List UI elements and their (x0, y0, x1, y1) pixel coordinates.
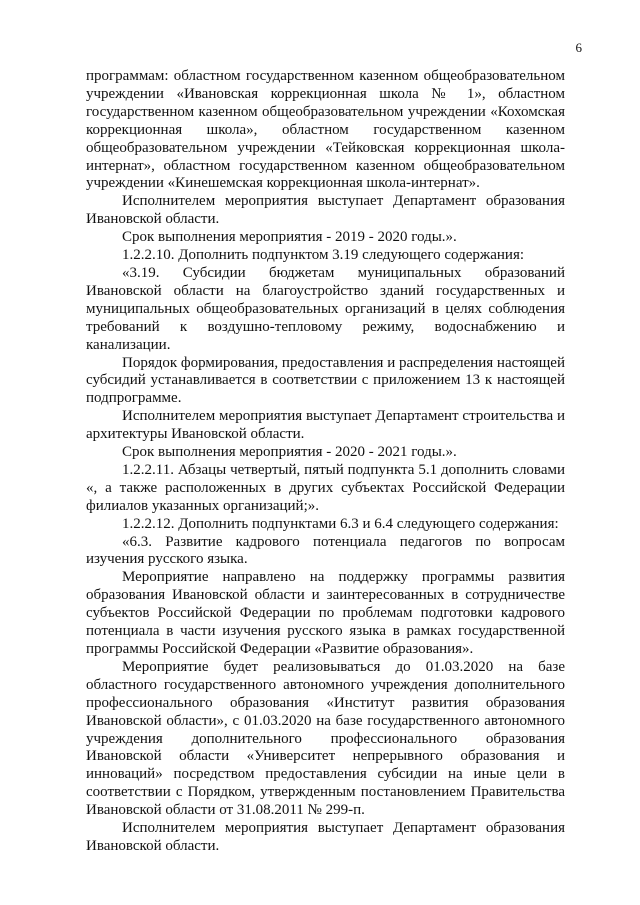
paragraph: Исполнителем мероприятия выступает Департамент строительства и архитектуры Ивановской области. (86, 408, 565, 443)
paragraph: Мероприятие будет реализовываться до 01.03.2020 на базе областного государственного автономного учреждения дополнительного профессионального образования «Институт развития образования Ивановской области», с 01.03.2020 на базе государственного автономного учреждения дополнительного профессионального образования Ивановской области «Университет непрерывного образования и инноваций» посредством предоставления субсидии на иные цели в соответствии с Порядком, утвержденным постановлением Правительства Ивановской области от 31.08.2011 № 299-п. (86, 658, 565, 819)
paragraph: «3.19. Субсидии бюджетам муниципальных образований Ивановской области на благоустройство зданий государственных и муниципальных общеобразовательных организаций в целях соблюдения требований к воздушно-тепловому режиму, водоснабжению и канализации. (86, 264, 565, 353)
paragraph: «6.3. Развитие кадрового потенциала педагогов по вопросам изучения русского языка. (86, 533, 565, 568)
paragraph: Исполнителем мероприятия выступает Департамент образования Ивановской области. (86, 820, 565, 854)
paragraph: Исполнителем мероприятия выступает Департамент образования Ивановской области. (86, 193, 565, 228)
page-number: 6 (575, 40, 582, 55)
paragraph: Срок выполнения мероприятия - 2020 - 2021 годы.». (122, 444, 457, 461)
paragraph: программам: областном государственном казенном общеобразовательном учреждении «Ивановская коррекционная школа № 1», областном государственном казенном общеобразовательном учреждении «Кохомская коррекционная школа», областном государственном казенном общеобразовательном учреждении «Тейковская коррекционная школа-интернат», областном государственном казенном общеобразовательном учреждении «Кинешемская коррекционная школа-интернат». (86, 68, 565, 192)
paragraph: Мероприятие направлено на поддержку программы развития образования Ивановской области и заинтересованных в сотрудничестве субъектов Российской Федерации по проблемам подготовки кадрового потенциала в части изучения русского языка в рамках государственной программы Российской Федерации «Развитие образования». (86, 569, 565, 657)
paragraph: Срок выполнения мероприятия - 2019 - 2020 годы.». (122, 229, 457, 246)
paragraph: 1.2.2.12. Дополнить подпунктами 6.3 и 6.4 следующего содержания: (122, 515, 559, 532)
document-body (86, 68, 565, 856)
paragraph: 1.2.2.11. Абзацы четвертый, пятый подпункта 5.1 дополнить словами «, а также расположенных в других субъектах Российской Федерации филиалов указанных организаций;». (86, 461, 565, 514)
paragraph: 1.2.2.10. Дополнить подпунктом 3.19 следующего содержания: (122, 247, 525, 264)
paragraph: Порядок формирования, предоставления и распределения настоящей субсидий устанавливается в соответствии с приложением 13 к настоящей подпрограмме. (86, 354, 565, 407)
